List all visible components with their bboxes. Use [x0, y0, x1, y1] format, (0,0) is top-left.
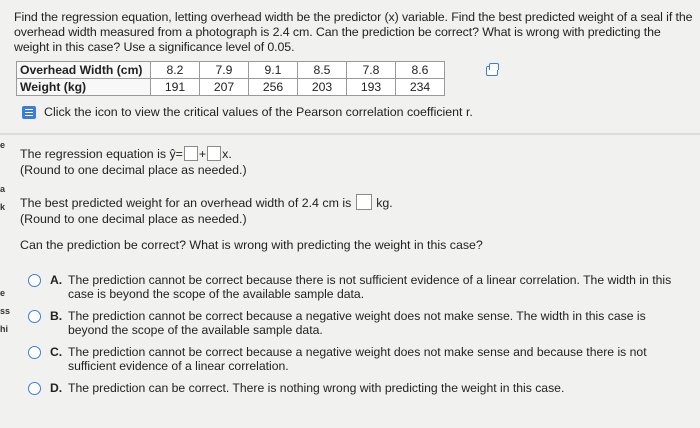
radio-button[interactable] — [28, 310, 41, 323]
option-letter: A. — [50, 273, 63, 287]
table-cell: 203 — [298, 79, 347, 96]
critical-values-text: Click the icon to view the critical values of the Pearson correlation coefficient r. — [44, 105, 473, 119]
edge-mark: ss — [0, 306, 11, 316]
option-c[interactable] — [28, 345, 678, 373]
table-cell: 234 — [396, 79, 445, 96]
predicted-weight-line — [20, 194, 393, 211]
edge-mark: a — [0, 184, 6, 194]
predicted-weight-input[interactable] — [356, 194, 372, 210]
prediction-question: Can the prediction be correct? What is wrong with predicting the weight in this case? — [20, 238, 483, 252]
option-letter: D. — [50, 381, 63, 395]
table-header-width: Overhead Width (cm) — [17, 62, 151, 79]
table-cell: 8.6 — [396, 62, 445, 79]
section-divider — [0, 133, 700, 135]
regression-equation-line — [20, 146, 247, 162]
predicted-weight-prefix: The best predicted weight for an overhead width of 2.4 cm is — [20, 196, 352, 210]
option-text: The prediction cannot be correct because a negative weight does not make sense. The width in this case is beyond the scope of the available sample data. — [68, 309, 646, 337]
table-cell: 8.2 — [151, 62, 200, 79]
option-letter: B. — [50, 309, 63, 323]
option-d[interactable] — [28, 381, 678, 395]
edge-mark: k — [0, 202, 6, 212]
y-hat-symbol: ŷ — [169, 147, 176, 161]
edge-mark: e — [0, 288, 6, 298]
option-a[interactable] — [28, 273, 678, 301]
table-cell: 191 — [151, 79, 200, 96]
critical-values-table-icon[interactable] — [22, 106, 36, 119]
x-suffix: x. — [222, 147, 232, 161]
table-cell: 207 — [200, 79, 249, 96]
question-text: Find the regression equation, letting overhead width be the predictor (x) variable. Find the best predicted weight of a seal if the overhead width measured from a photograph is 2.4 cm. Can the prediction be correct? What is wrong with predicting the weight in this case? Use a significance level of 0.05. — [14, 10, 693, 54]
copy-data-icon[interactable] — [486, 66, 498, 76]
rounding-note: (Round to one decimal place as needed.) — [20, 212, 247, 226]
table-cell: 7.9 — [200, 62, 249, 79]
radio-button[interactable] — [28, 274, 41, 287]
intercept-input[interactable] — [184, 146, 198, 161]
table-cell: 7.8 — [347, 62, 396, 79]
slope-input[interactable] — [207, 146, 221, 161]
regression-equation-section — [20, 146, 247, 178]
edge-mark: e — [0, 140, 6, 150]
radio-button[interactable] — [28, 346, 41, 359]
radio-button[interactable] — [28, 382, 41, 395]
option-b[interactable] — [28, 309, 678, 337]
critical-values-info — [22, 105, 473, 119]
option-text: The prediction cannot be correct because there is not sufficient evidence of a linear correlation. The width in this case is beyond the scope of the available sample data. — [68, 273, 672, 301]
option-letter: C. — [50, 345, 63, 359]
regression-prefix: The regression equation is — [20, 147, 170, 161]
option-text: The prediction cannot be correct because a negative weight does not make sense and because there is not sufficient evidence of a linear correlation. — [68, 345, 647, 373]
table-header-weight: Weight (kg) — [17, 79, 151, 96]
table-cell: 193 — [347, 79, 396, 96]
weight-unit: kg. — [376, 196, 393, 210]
answer-options — [28, 273, 678, 403]
equals-sign: = — [175, 147, 183, 161]
option-text: The prediction can be correct. There is nothing wrong with predicting the weight in this case. — [68, 381, 565, 395]
table-row — [17, 79, 445, 96]
data-table — [16, 61, 445, 96]
table-row — [17, 62, 445, 79]
edge-mark: hi — [0, 324, 8, 334]
table-cell: 8.5 — [298, 62, 347, 79]
predicted-weight-section — [20, 194, 393, 227]
table-cell: 256 — [249, 79, 298, 96]
table-cell: 9.1 — [249, 62, 298, 79]
rounding-note: (Round to one decimal place as needed.) — [20, 163, 247, 177]
plus-sign: + — [198, 147, 207, 161]
